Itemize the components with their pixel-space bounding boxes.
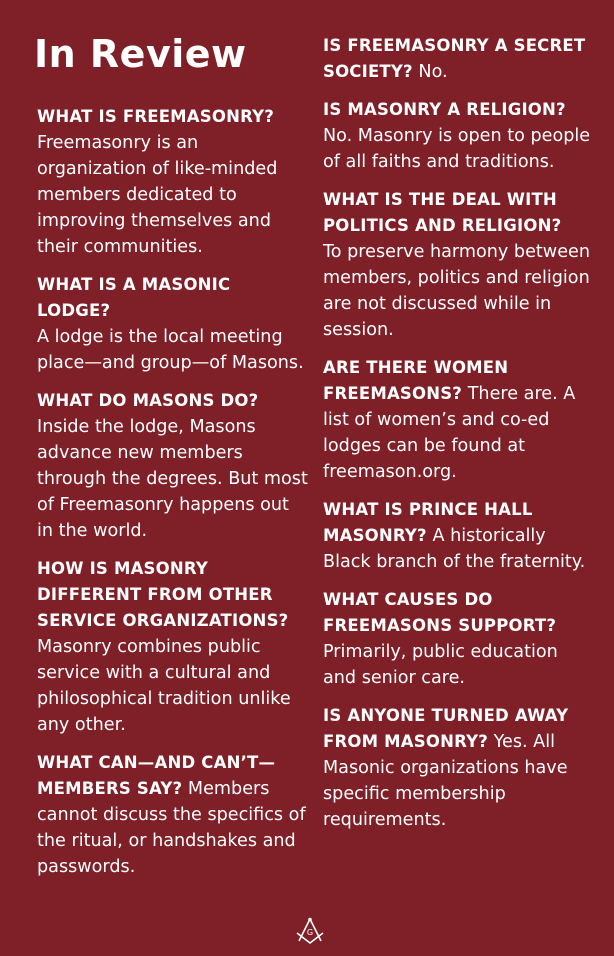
left-column [37, 104, 309, 892]
faq-question: WHAT IS A MASONIC LODGE? [37, 275, 231, 320]
faq-question: WHAT IS FREEMASONRY? [37, 107, 275, 126]
faq-question: IS ANYONE TURNED AWAY FROM MASONRY? [323, 706, 569, 751]
faq-item-secret-society [323, 33, 595, 85]
faq-item-what-is-freemasonry [37, 104, 309, 260]
faq-item-members-say [37, 750, 309, 880]
faq-question: WHAT CAUSES DO FREEMASONS SUPPORT? [323, 590, 557, 635]
faq-answer: There are. A list of women’s and co-ed lodges can be found at freemason.org. [323, 384, 576, 482]
faq-item-politics-religion [323, 187, 595, 343]
faq-item-prince-hall [323, 497, 595, 575]
faq-item-causes [323, 587, 595, 691]
faq-question: IS FREEMASONRY A SECRET SOCIETY? [323, 36, 586, 81]
faq-answer: A historically Black branch of the fraternity. [323, 526, 586, 572]
faq-answer: Masonry combines public service with a cultural and philosophical tradition unlike any other. [37, 637, 291, 735]
faq-question: WHAT IS THE DEAL WITH POLITICS AND RELIGION? [323, 190, 562, 235]
page-title: In Review [34, 32, 247, 76]
faq-item-religion [323, 97, 595, 175]
faq-item-what-masons-do [37, 388, 309, 544]
faq-answer: No. Masonry is open to people of all faiths and traditions. [323, 126, 591, 172]
faq-answer: Inside the lodge, Masons advance new members through the degrees. But most of Freemasonry happens out in the world. [37, 417, 308, 541]
faq-question: WHAT DO MASONS DO? [37, 391, 259, 410]
faq-answer: Primarily, public education and senior care. [323, 642, 558, 688]
faq-answer: No. [418, 62, 448, 82]
faq-question: WHAT IS PRINCE HALL MASONRY? [323, 500, 533, 545]
faq-question: IS MASONRY A RELIGION? [323, 100, 566, 119]
faq-answer: Yes. All Masonic organizations have specific membership requirements. [323, 732, 568, 830]
faq-item-women-freemasons [323, 355, 595, 485]
faq-question: HOW IS MASONRY DIFFERENT FROM OTHER SERVICE ORGANIZATIONS? [37, 559, 289, 630]
faq-question: WHAT CAN—AND CAN’T— MEMBERS SAY? [37, 753, 276, 798]
faq-item-masonic-lodge [37, 272, 309, 376]
square-and-compasses-icon [294, 917, 326, 945]
svg-text:G: G [306, 928, 314, 937]
faq-answer: To preserve harmony between members, politics and religion are not discussed while in session. [323, 242, 590, 340]
faq-answer: Members cannot discuss the specifics of the ritual, or handshakes and passwords. [37, 779, 306, 877]
faq-item-turned-away [323, 703, 595, 833]
faq-answer: A lodge is the local meeting place—and group—of Masons. [37, 327, 304, 373]
faq-item-different-from-service-orgs [37, 556, 309, 738]
faq-question: ARE THERE WOMEN FREEMASONS? [323, 358, 509, 403]
right-column [323, 33, 595, 845]
faq-answer: Freemasonry is an organization of like-minded members dedicated to improving themselves and their communities. [37, 133, 278, 257]
